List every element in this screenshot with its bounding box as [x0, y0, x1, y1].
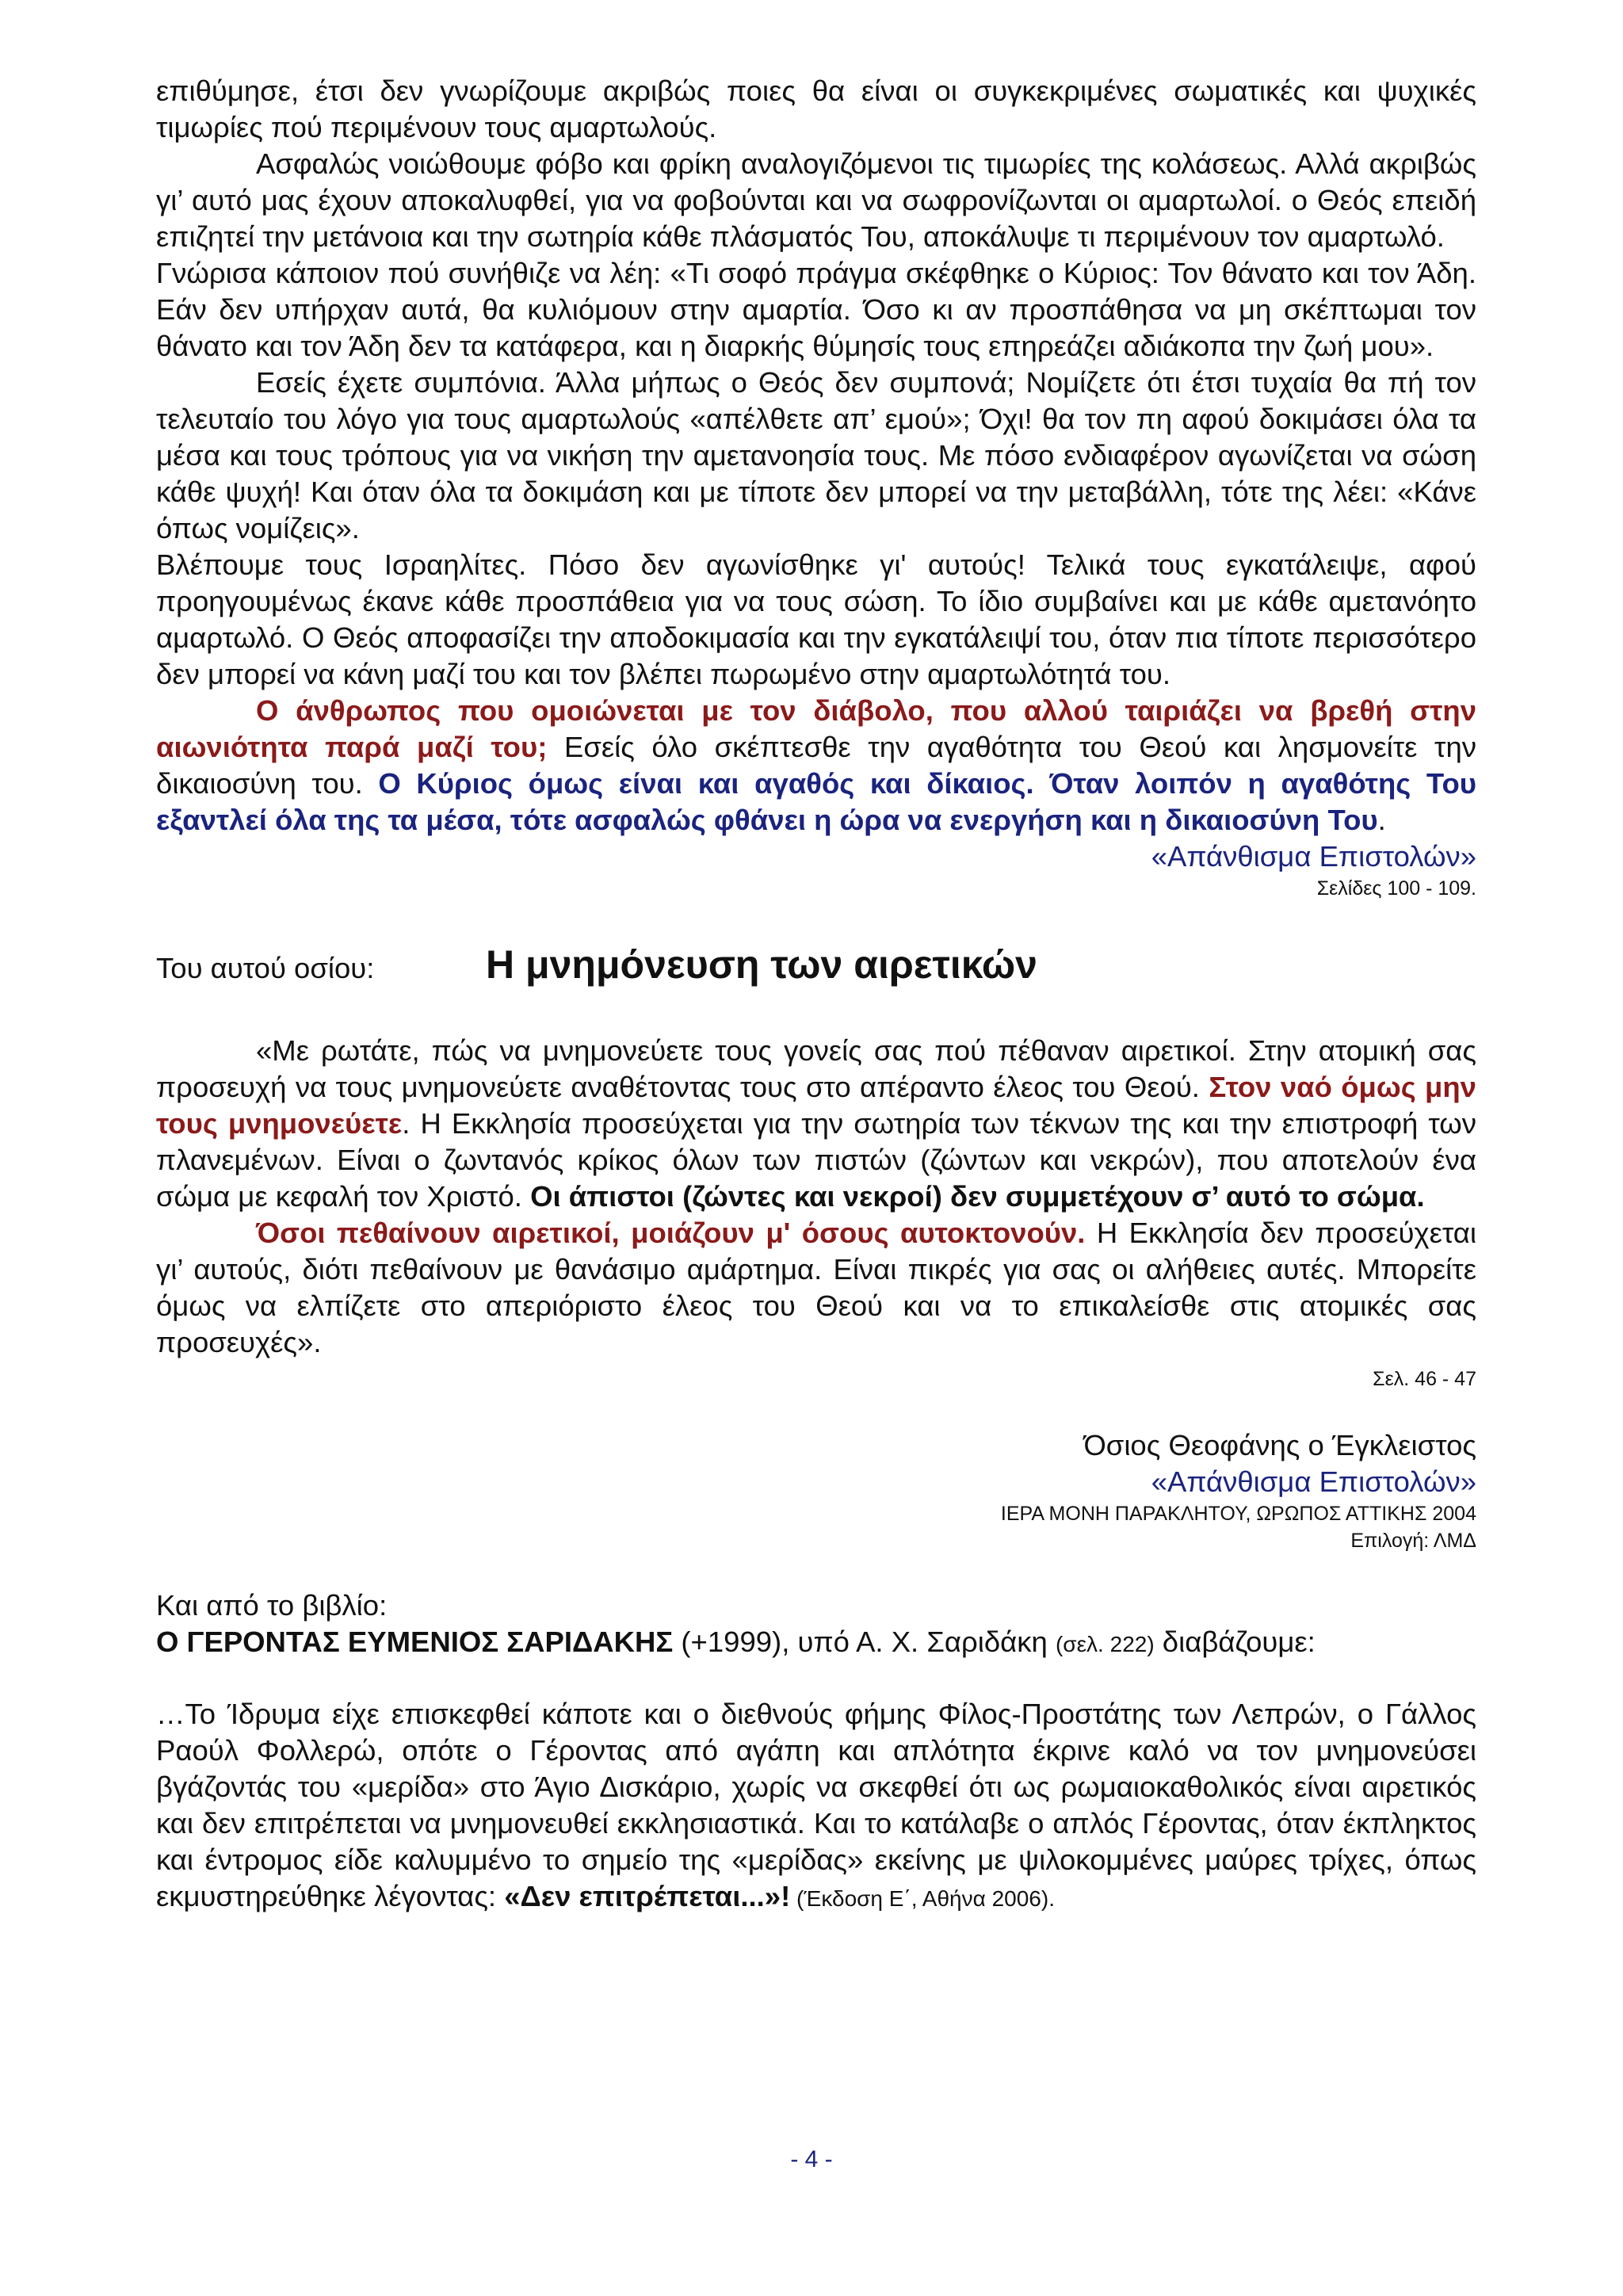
- plain-text: . Η Εκκλησία προσεύχεται για την σωτηρία των τέκνων της και την επιστροφή των πλανεμένων. Είναι ο ζωντανός κρίκος όλων των πιστών (ζώντων και νεκρών), που αποτελούν ένα σώμα με κεφαλή τον Χριστό.: [156, 1107, 1476, 1213]
- plain-text-end: .: [1377, 804, 1386, 836]
- source-pages: Σελίδες 100 - 109.: [1316, 877, 1476, 900]
- book-reference: [156, 1624, 1476, 1663]
- paragraph-8: [156, 1215, 1476, 1361]
- plain-text: «Με ρωτάτε, πώς να μνημονεύετε τους γονείς σας πού πέθαναν αιρετικοί. Στην ατομική σας προσευχή να τους μνημονεύετε αναθέτοντας τους στο απέραντο έλεος του Θεού.: [156, 1034, 1476, 1103]
- quote-pages: Σελ. 46 - 47: [1373, 1368, 1476, 1390]
- paragraph-1: επιθύμησε, έτσι δεν γνωρίζουμε ακριβώς ποιες θα είναι οι συγκεκριμένες σωματικές και ψυχικές τιμωρίες πού περιμένουν τους αμαρτωλούς.: [156, 74, 1476, 143]
- selection-credit: Επιλογή: ΛΜΔ: [1350, 1530, 1476, 1552]
- heading-lead-text: Του αυτού οσίου:: [156, 952, 375, 984]
- plain-text: Εσείς όλο σκέπτεσθε την αγαθότητα του Θεού και λησμονείτε την δικαιοσύνη του.: [156, 731, 1476, 800]
- plain-text: Η Εκκλησία δεν προσεύχεται γι’ αυτούς, διότι πεθαίνουν με θανάσιμο αμάρτημα. Είναι πικρές για σας οι αλήθειες αυτές. Μπορείτε όμως να ελπίζετε στο απεριόριστο έλεος του Θεού και να το επικαλείσθε στις ατομικές σας προσευχές».: [156, 1217, 1476, 1358]
- paragraph-5: Βλέπουμε τους Ισραηλίτες. Πόσο δεν αγωνίσθηκε γι' αυτούς! Τελικά τους εγκατάλειψε, αφού προηγουμένως έκανε κάθε προσπάθεια για να τους σώση. Το ίδιο συμβαίνει και με κάθε αμετανόητο αμαρτωλό. Ο Θεός αποφασίζει την αποδοκιμασία και την εγκατάλειψί του, όταν πια τίποτε περισσότερο δεν μπορεί να κάνη μαζί του και τον βλέπει πωρωμένο στην αμαρτωλότητά του.: [156, 548, 1476, 690]
- book-author: (+1999), υπό Α. Χ. Σαριδάκη: [673, 1626, 1056, 1658]
- book-reference-end: διαβάζουμε:: [1154, 1626, 1316, 1658]
- plain-text: …Το Ίδρυμα είχε επισκεφθεί κάποτε και ο διεθνούς φήμης Φίλος-Προστάτης των Λεπρών, ο Γάλλος Ραούλ Φολλερώ, οπότε ο Γέροντας από αγάπη και απλότητα έκρινε καλό να τον μνημονεύσει βγάζοντάς του «μερίδα» στο Άγιο Δισκάριο, χωρίς να σκεφθεί ότι ως ρωμαιοκαθολικός είναι αιρετικός και δεν επιτρέπεται να μνημονευθεί εκκλησιαστικά. Και το κατάλαβε ο απλός Γέροντας, όταν έκπληκτος και έντρομος είδε καλυμμένο το σημείο της «μερίδας» εκείνης με ψιλοκομμένες μαύρες τρίχες, όπως εκμυστηρεύθηκε λέγοντας:: [156, 1698, 1476, 1912]
- intro-line: Και από το βιβλίο:: [156, 1589, 388, 1622]
- highlight-blue-text: Ο Κύριος όμως είναι και αγαθός και δίκαιος. Όταν λοιπόν η αγαθότης Του εξαντλεί όλα της τα μέσα, τότε ασφαλώς φθάνει η ώρα να ενεργήση και η δικαιοσύνη Του: [156, 767, 1476, 836]
- paragraph-6: [156, 693, 1476, 839]
- paragraph-3: Γνώρισα κάποιον πού συνήθιζε να λέη: «Τι σοφό πράγμα σκέφθηκε ο Κύριος: Τον θάνατο και τον Άδη. Εάν δεν υπήρχαν αυτά, θα κυλιόμουν στην αμαρτία. Όσο κι αν προσπάθησα να μη σκέπτωμαι τον θάνατο και τον Άδη δεν τα κατάφερα, και η διαρκής θύμησίς τους επηρεάζει αδιάκοπα την ζωή μου».: [156, 257, 1476, 362]
- highlight-red-text: Στον ναό όμως μην τους μνημονεύετε: [156, 1071, 1476, 1140]
- author-book-title: «Απάνθισμα Επιστολών»: [1151, 1465, 1476, 1498]
- highlight-red-text: Όσοι πεθαίνουν αιρετικοί, μοιάζουν μ' όσους αυτοκτονούν.: [256, 1217, 1086, 1249]
- edition-note: (Έκδοση Ε΄, Αθήνα 2006).: [790, 1886, 1055, 1911]
- book-pages: (σελ. 222): [1055, 1632, 1155, 1656]
- author-name: Όσιος Θεοφάνης ο Έγκλειστος: [1083, 1429, 1476, 1461]
- book-title: Ο ΓΕΡΟΝΤΑΣ ΕΥΜΕΝΙΟΣ ΣΑΡΙΔΑΚΗΣ: [156, 1626, 674, 1658]
- paragraph-7: [156, 1033, 1476, 1215]
- page-number: - 4 -: [790, 2146, 833, 2172]
- section-title: Η μνημόνευση των αιρετικών: [486, 942, 1037, 987]
- section-heading: [156, 942, 1476, 987]
- bold-text: Οι άπιστοι (ζώντες και νεκροί) δεν συμμετέχουν σ’ αυτό το σώμα.: [530, 1180, 1425, 1213]
- paragraph-2: Ασφαλώς νοιώθουμε φόβο και φρίκη αναλογιζόμενοι τις τιμωρίες της κολάσεως. Αλλά ακριβώς γι’ αυτό μας έχουν αποκαλυφθεί, για να φοβούνται και να σωφρονίζωνται οι αμαρτωλοί. ο Θεός επειδή επιζητεί την μετάνοια και την σωτηρία κάθε πλάσματός Του, αποκάλυψε τι περιμένουν τον αμαρτωλό.: [156, 147, 1476, 253]
- paragraph-4: Εσείς έχετε συμπόνια. Άλλα μήπως ο Θεός δεν συμπονά; Νομίζετε ότι έτσι τυχαία θα πή τον τελευταίο του λόγο για τους αμαρτωλούς «απέλθετε απ’ εμού»; Όχι! θα τον πη αφού δοκιμάσει όλα τα μέσα και τους τρόπους για να νικήση την αμετανοησία τους. Με πόσο ενδιαφέρον αγωνίζεται να σώση κάθε ψυχή! Και όταν όλα τα δοκιμάση και με τίποτε δεν μπορεί να την μεταβάλλη, τότε της λέει: «Κάνε όπως νομίζεις».: [156, 366, 1476, 544]
- paragraph-9: [156, 1696, 1476, 1917]
- highlight-red-text: Ο άνθρωπος που ομοιώνεται με τον διάβολο, που αλλού ταιριάζει να βρεθή στην αιωνιότητα παρά μαζί του;: [156, 694, 1476, 763]
- source-book-title: «Απάνθισμα Επιστολών»: [1151, 840, 1476, 873]
- publisher-line: ΙΕΡΑ ΜΟΝΗ ΠΑΡΑΚΛΗΤΟΥ, ΩΡΩΠΟΣ ΑΤΤΙΚΗΣ 2004: [1000, 1503, 1476, 1525]
- bold-text: «Δεν επιτρέπεται...»!: [504, 1880, 791, 1912]
